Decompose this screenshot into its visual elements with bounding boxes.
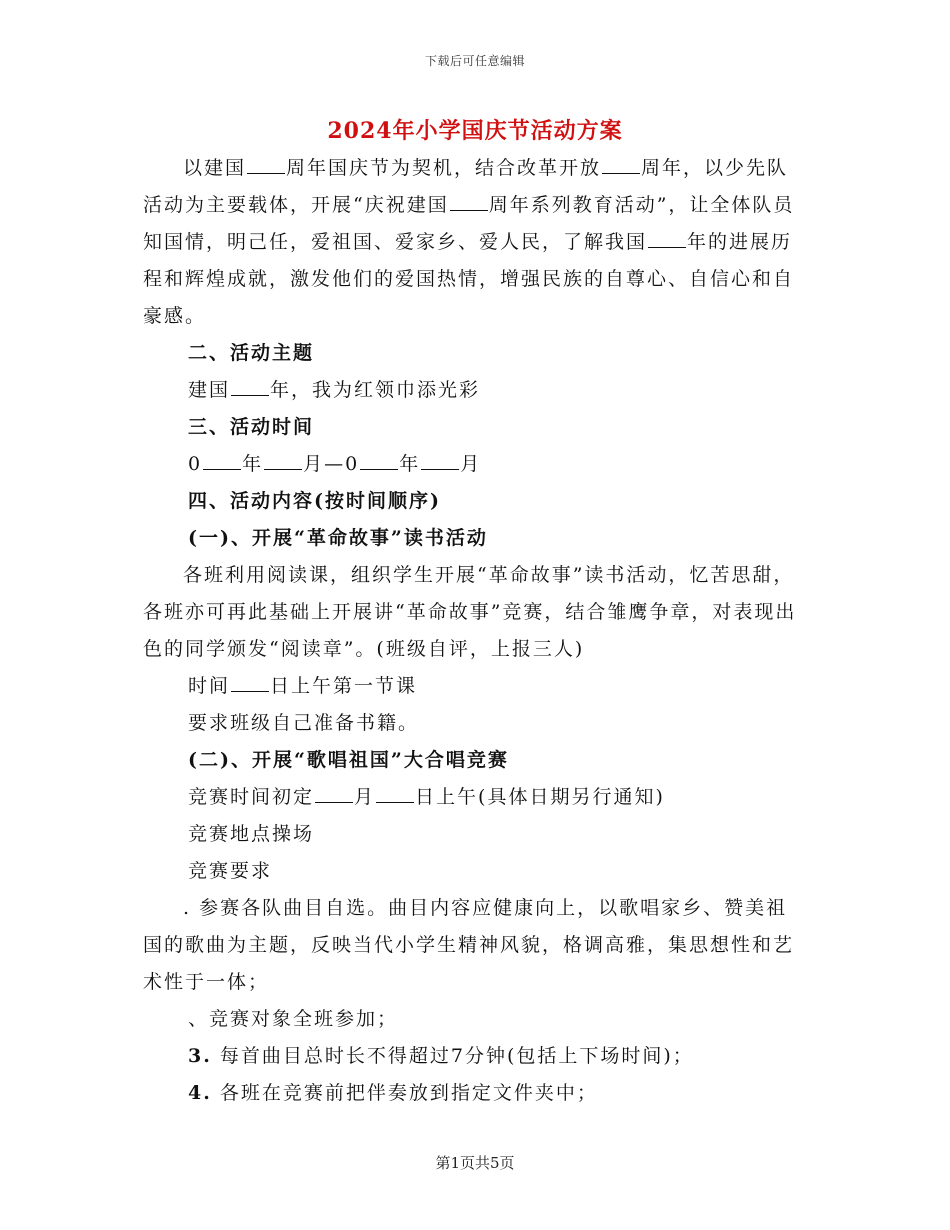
reading-time-label: 时间 [188, 675, 231, 697]
time-text-c: 月—0 [303, 453, 360, 475]
fill-blank [231, 690, 269, 692]
intro-text-4: 周年系列教育活动”，让全体队员知国情，明己任，爱祖国、爱家乡、爱人民，了解我国 [143, 194, 795, 253]
fill-blank [203, 468, 241, 470]
time-text-b: 年 [242, 453, 264, 475]
intro-text-2: 周年国庆节为契机，结合改革开放 [286, 157, 602, 179]
reading-paragraph: 各班利用阅读课，组织学生开展“革命故事”读书活动，忆苦思甜，各班亦可再此基础上开展讲“革命故事”竞赛，结合雏鹰争章，对表现出色的同学颁发“阅读章”。(班级自评，上报三人) [143, 564, 797, 660]
requirement-item-1: . 参赛各队曲目自选。曲目内容应健康向上，以歌唱家乡、赞美祖国的歌曲为主题，反映当代小学生精神风貌，格调高雅，集思想性和艺术性于一体； [143, 897, 795, 993]
document-body [143, 150, 798, 1112]
fill-blank [450, 209, 488, 211]
requirement-4-number: 4. [188, 1082, 212, 1104]
contest-time-month: 月 [354, 786, 376, 808]
fill-blank [648, 246, 686, 248]
requirement-4-text: 各班在竞赛前把伴奏放到指定文件夹中； [219, 1082, 598, 1104]
intro-text-5: 年的进展历程和辉煌成就，激发他们的爱国热情，增强民族的自尊心、自信心和自豪感。 [143, 231, 795, 327]
fill-blank [231, 394, 269, 396]
requirement-item-2: 、竞赛对象全班参加； [188, 1008, 399, 1030]
theme-line [143, 372, 798, 409]
section-heading-time: 三、活动时间 [188, 416, 315, 438]
requirement-item-4 [143, 1075, 798, 1112]
theme-text-2: 年，我为红领巾添光彩 [270, 379, 481, 401]
intro-text-3: 周年，以少先队活动为主要载体，开展“庆祝建国 [143, 157, 789, 216]
time-text-d: 年 [399, 453, 421, 475]
time-text-a: 0 [188, 453, 203, 475]
fill-blank [360, 468, 398, 470]
document-title: 2024年小学国庆节活动方案 [327, 118, 623, 144]
requirement-item-3 [143, 1038, 798, 1075]
subsection-heading-singing: (二)、开展“歌唱祖国”大合唱竞赛 [188, 749, 509, 771]
contest-time-label: 竞赛时间初定 [188, 786, 315, 808]
contest-place: 竞赛地点操场 [188, 823, 315, 845]
contest-time-day: 日上午(具体日期另行通知) [415, 786, 665, 808]
time-line [143, 446, 798, 483]
contest-time-line [143, 779, 798, 816]
subsection-heading-reading: (一)、开展“革命故事”读书活动 [188, 527, 488, 549]
fill-blank [247, 172, 285, 174]
section-heading-content: 四、活动内容(按时间顺序) [188, 490, 441, 512]
header-note: 下载后可任意编辑 [424, 54, 525, 68]
intro-paragraph [143, 150, 798, 335]
requirement-3-number: 3. [188, 1045, 212, 1067]
fill-blank [376, 801, 414, 803]
reading-time-text: 日上午第一节课 [270, 675, 418, 697]
section-heading-theme: 二、活动主题 [188, 342, 315, 364]
requirement-3-text: 每首曲目总时长不得超过7分钟(包括上下场时间)； [219, 1045, 694, 1067]
page-footer: 第1页共5页 [435, 1154, 515, 1172]
contest-requirements-label: 竞赛要求 [188, 860, 273, 882]
fill-blank [602, 172, 640, 174]
reading-time-line [143, 668, 798, 705]
theme-text-1: 建国 [188, 379, 231, 401]
fill-blank [315, 801, 353, 803]
time-text-e: 月 [460, 453, 482, 475]
reading-requirement: 要求班级自己准备书籍。 [188, 712, 420, 734]
intro-text-1: 以建国 [183, 157, 247, 179]
fill-blank [264, 468, 302, 470]
fill-blank [421, 468, 459, 470]
